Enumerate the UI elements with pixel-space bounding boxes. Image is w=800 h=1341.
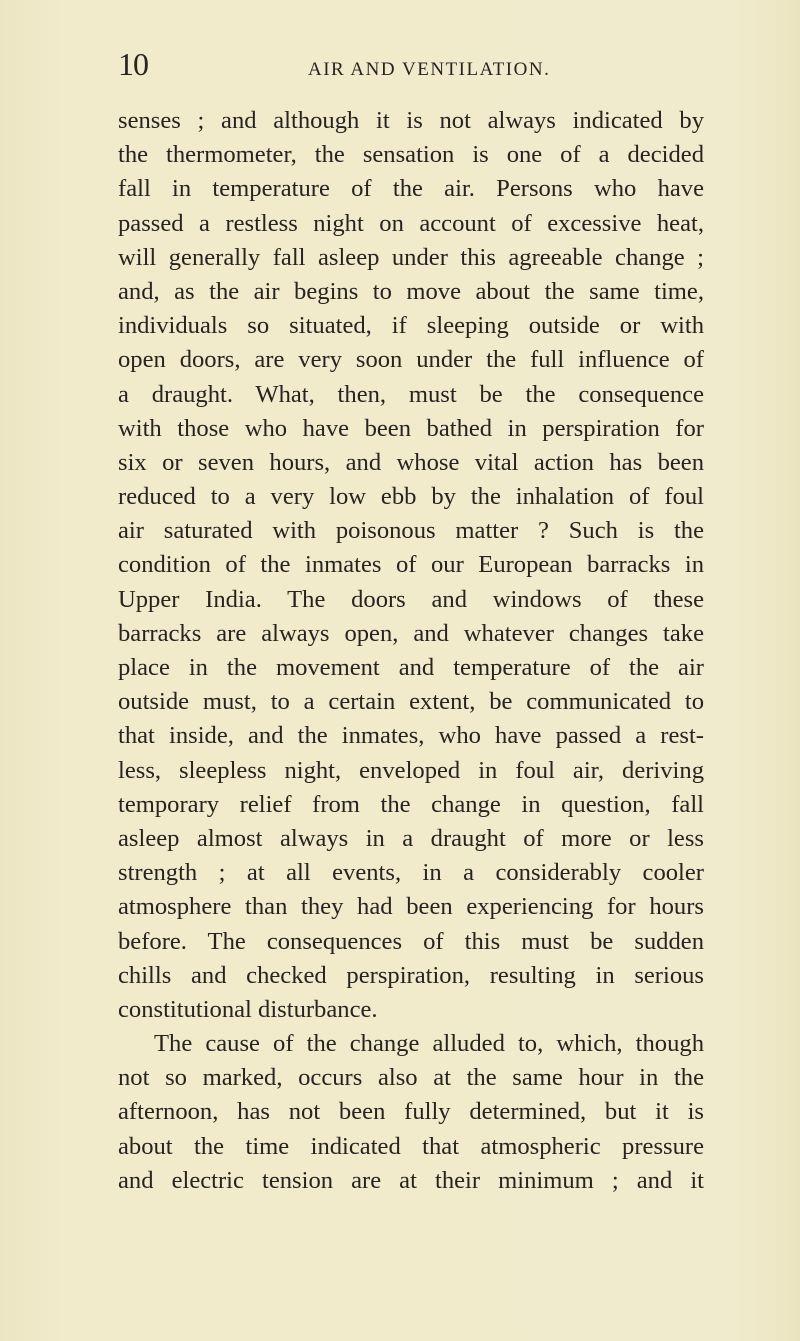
text-line: chills and checked perspiration, resulting in serious bbox=[118, 961, 704, 989]
text-line: Upper India. The doors and windows of these bbox=[118, 585, 704, 613]
text-line: a draught. What, then, must be the consequence bbox=[118, 380, 704, 408]
text-line: that inside, and the inmates, who have passed a rest- bbox=[118, 722, 704, 750]
text-line: reduced to a very low ebb by the inhalation of foul bbox=[118, 483, 704, 511]
text-line: open doors, are very soon under the full influence of bbox=[118, 346, 704, 374]
text-line: about the time indicated that atmospheric pressure bbox=[118, 1132, 704, 1160]
text-line: barracks are always open, and whatever changes take bbox=[118, 619, 704, 647]
text-line: and, as the air begins to move about the same time, bbox=[118, 277, 704, 305]
running-title: AIR AND VENTILATION. bbox=[308, 59, 551, 80]
text-line: atmosphere than they had been experiencing for hours bbox=[118, 893, 704, 921]
page-number: 10 bbox=[118, 46, 148, 82]
paragraph-start-line: The cause of the change alluded to, which, though bbox=[154, 1030, 704, 1058]
text-line: fall in temperature of the air. Persons who have bbox=[118, 175, 704, 203]
text-line: condition of the inmates of our European barracks in bbox=[118, 551, 704, 579]
text-line: afternoon, has not been fully determined, but it is bbox=[118, 1098, 704, 1126]
text-line: senses ; and although it is not always indicated by bbox=[118, 107, 704, 134]
text-line: before. The consequences of this must be sudden bbox=[118, 927, 704, 955]
text-line: not so marked, occurs also at the same hour in the bbox=[118, 1064, 704, 1092]
text-line: strength ; at all events, in a considerably cooler bbox=[118, 859, 704, 887]
text-line: the thermometer, the sensation is one of a decided bbox=[118, 141, 704, 169]
text-line: and electric tension are at their minimum ; and it bbox=[118, 1166, 704, 1194]
text-line: will generally fall asleep under this agreeable change ; bbox=[118, 243, 704, 271]
text-line: place in the movement and temperature of the air bbox=[118, 654, 704, 681]
text-line: less, sleepless night, enveloped in foul air, deriving bbox=[118, 756, 704, 784]
text-line: six or seven hours, and whose vital action has been bbox=[118, 448, 704, 476]
body-text bbox=[118, 104, 704, 1198]
paragraph-end-line: constitutional disturbance. bbox=[118, 995, 378, 1023]
text-line: with those who have been bathed in perspiration for bbox=[118, 414, 704, 442]
text-line: individuals so situated, if sleeping outside or with bbox=[118, 312, 704, 340]
text-line: outside must, to a certain extent, be communicated to bbox=[118, 688, 704, 716]
text-line: passed a restless night on account of excessive heat, bbox=[118, 209, 704, 237]
page-header bbox=[118, 44, 704, 90]
text-line: temporary relief from the change in question, fall bbox=[118, 790, 704, 818]
text-line: asleep almost always in a draught of more or less bbox=[118, 824, 704, 852]
text-line: air saturated with poisonous matter ? Such is the bbox=[118, 517, 704, 545]
